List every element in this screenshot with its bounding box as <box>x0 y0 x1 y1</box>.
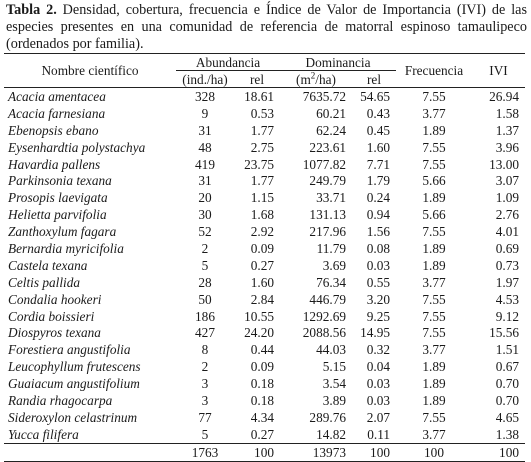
cell-ivi: 1.58 <box>495 105 519 121</box>
cell-nombre: Parkinsonia texana <box>8 173 112 189</box>
cell-ind-ha: 186 <box>195 308 215 324</box>
cell-rel-dominancia: 0.04 <box>366 359 390 375</box>
cell-frecuencia: 5.66 <box>422 173 446 189</box>
table-row <box>4 392 525 409</box>
cell-m2-ha: 14.82 <box>316 426 346 442</box>
header-ivi: IVI <box>472 54 525 88</box>
cell-m2-ha: 60.21 <box>316 105 346 121</box>
cell-ivi: 1.09 <box>495 190 519 206</box>
header-rel-abundancia: rel <box>249 71 265 87</box>
cell-m2-ha: 1077.82 <box>302 156 346 172</box>
table-row <box>4 274 525 291</box>
cell-rel-dominancia: 2.07 <box>366 409 390 425</box>
cell-ivi: 4.65 <box>495 409 519 425</box>
species-table <box>4 53 525 462</box>
cell-nombre: Eysenhardtia polystachya <box>8 139 146 155</box>
cell-m2-ha: 5.15 <box>322 359 346 375</box>
cell-ind-ha: 31 <box>198 122 212 138</box>
cell-frecuencia: 1.89 <box>422 190 446 206</box>
cell-m2-ha: 131.13 <box>309 207 346 223</box>
cell-nombre: Cordia boissieri <box>8 308 95 324</box>
cell-rel-dominancia: 3.20 <box>366 291 390 307</box>
cell-m2-ha: 289.76 <box>309 409 346 425</box>
cell-rel-abundancia: 10.55 <box>244 308 274 324</box>
cell-m2-ha: 33.71 <box>316 190 346 206</box>
cell-m2-ha: 446.79 <box>309 291 346 307</box>
cell-m2-ha: 3.69 <box>322 257 346 273</box>
cell-nombre: Castela texana <box>8 257 88 273</box>
table-row <box>4 375 525 392</box>
cell-nombre: Acacia amentacea <box>8 88 106 104</box>
table-caption <box>6 2 527 53</box>
cell-rel-abundancia: 23.75 <box>244 156 274 172</box>
cell-frecuencia: 7.55 <box>422 156 446 172</box>
cell-frecuencia: 7.55 <box>422 88 446 104</box>
table-row <box>4 324 525 341</box>
cell-rel-dominancia: 0.43 <box>366 105 390 121</box>
cell-rel-abundancia: 4.34 <box>250 409 274 425</box>
cell-rel-abundancia: 0.53 <box>250 105 274 121</box>
cell-ivi: 13.00 <box>489 156 519 172</box>
cell-ivi: 15.56 <box>489 325 519 341</box>
cell-ind-ha: 427 <box>195 325 215 341</box>
table-row <box>4 240 525 257</box>
cell-nombre: Bernardia myricifolia <box>8 240 124 256</box>
cell-m2-ha: 249.79 <box>309 173 346 189</box>
header-rel-dominancia: rel <box>366 71 382 87</box>
cell-rel-dominancia: 1.79 <box>366 173 390 189</box>
table-row <box>4 156 525 173</box>
cell-ivi: 3.96 <box>495 139 519 155</box>
cell-rel-dominancia: 9.25 <box>366 308 390 324</box>
cell-rel-abundancia: 0.09 <box>250 240 274 256</box>
cell-ivi: 0.73 <box>495 257 519 273</box>
table-label: Tabla 2. <box>6 2 57 18</box>
cell-frecuencia: 7.55 <box>422 224 446 240</box>
cell-rel-abundancia: 1.60 <box>250 274 274 290</box>
cell-ind-ha: 50 <box>198 291 212 307</box>
cell-rel-dominancia: 0.32 <box>366 342 390 358</box>
cell-frecuencia: 7.55 <box>422 308 446 324</box>
cell-rel-abundancia: 0.44 <box>250 342 274 358</box>
cell-rel-dominancia: 0.45 <box>366 122 390 138</box>
cell-ind-ha: 8 <box>201 342 209 358</box>
cell-rel-dominancia: 0.03 <box>366 392 390 408</box>
cell-ind-ha: 52 <box>198 224 212 240</box>
cell-ind-ha: 2 <box>201 359 209 375</box>
cell-ind-ha: 3 <box>201 376 209 392</box>
cell-ind-ha: 31 <box>198 173 212 189</box>
cell-frecuencia: 7.55 <box>422 409 446 425</box>
table-row <box>4 223 525 240</box>
cell-rel-abundancia: 0.27 <box>250 257 274 273</box>
table-row <box>4 206 525 223</box>
table-row <box>4 358 525 375</box>
cell-rel-dominancia: 1.56 <box>366 224 390 240</box>
table-row <box>4 308 525 325</box>
cell-ind-ha: 5 <box>201 426 209 442</box>
header-ind-ha: (ind./ha) <box>182 71 228 87</box>
cell-nombre: Ebenopsis ebano <box>8 122 99 138</box>
cell-rel-dominancia: 0.08 <box>366 240 390 256</box>
cell-frecuencia: 3.77 <box>422 274 446 290</box>
cell-rel-dominancia: 0.94 <box>366 207 390 223</box>
cell-rel-abundancia: 2.84 <box>250 291 274 307</box>
cell-nombre: Yucca filifera <box>8 426 79 442</box>
cell-nombre: Acacia farnesiana <box>8 105 106 121</box>
cell-rel-abundancia: 0.09 <box>250 359 274 375</box>
caption-text: Densidad, cobertura, frecuencia e Índice de Valor de Importancia (IVI) de las especies presentes en una comunidad de referencia de matorral espinoso tamaulipeco (ordenados por familia). <box>6 2 527 52</box>
cell-frecuencia: 3.77 <box>422 426 446 442</box>
cell-rel-abundancia: 2.92 <box>250 224 274 240</box>
cell-m2-ha: 11.79 <box>316 240 346 256</box>
cell-frecuencia: 7.55 <box>422 325 446 341</box>
cell-frecuencia: 1.89 <box>422 359 446 375</box>
cell-frecuencia: 1.89 <box>422 257 446 273</box>
cell-ivi: 3.07 <box>495 173 519 189</box>
cell-rel-dominancia: 0.11 <box>367 426 390 442</box>
cell-rel-dominancia: 0.55 <box>366 274 390 290</box>
cell-ivi: 1.51 <box>495 342 519 358</box>
cell-frecuencia: 5.66 <box>422 207 446 223</box>
cell-frecuencia: 7.55 <box>422 139 446 155</box>
cell-nombre: Diospyros texana <box>8 325 101 341</box>
cell-nombre: Forestiera angustifolia <box>8 342 131 358</box>
cell-nombre: Guaiacum angustifolium <box>8 376 140 392</box>
total-ind: 1763 <box>176 443 234 461</box>
cell-ind-ha: 2 <box>201 240 209 256</box>
cell-ivi: 1.37 <box>495 122 519 138</box>
cell-nombre: Randia rhagocarpa <box>8 392 113 408</box>
total-rel-abundancia: 100 <box>234 443 280 461</box>
cell-rel-dominancia: 1.60 <box>366 139 390 155</box>
table-row <box>4 139 525 156</box>
cell-rel-abundancia: 1.77 <box>250 173 274 189</box>
cell-ind-ha: 30 <box>198 207 212 223</box>
table-row <box>4 426 525 443</box>
cell-ind-ha: 48 <box>198 139 212 155</box>
cell-ind-ha: 9 <box>201 105 209 121</box>
header-dominancia: Dominancia <box>280 54 396 71</box>
header-m2-ha: $(m^2/ha)$ <box>296 70 336 87</box>
table-row <box>4 189 525 206</box>
cell-ivi: 0.70 <box>495 392 519 408</box>
table-row <box>4 105 525 122</box>
cell-rel-abundancia: 2.75 <box>250 139 274 155</box>
cell-ind-ha: 28 <box>198 274 212 290</box>
header-nombre-cientifico: Nombre científico <box>4 54 176 88</box>
cell-m2-ha: 1292.69 <box>302 308 346 324</box>
cell-nombre: Leucophyllum frutescens <box>8 359 141 375</box>
cell-rel-abundancia: 18.61 <box>244 88 274 104</box>
cell-m2-ha: 7635.72 <box>302 88 346 104</box>
cell-frecuencia: 3.77 <box>422 342 446 358</box>
cell-m2-ha: 44.03 <box>316 342 346 358</box>
table-row <box>4 257 525 274</box>
cell-ind-ha: 419 <box>195 156 215 172</box>
cell-rel-dominancia: 7.71 <box>366 156 390 172</box>
cell-m2-ha: 217.96 <box>309 224 346 240</box>
cell-ind-ha: 328 <box>195 88 215 104</box>
cell-rel-abundancia: 1.15 <box>250 190 274 206</box>
total-ivi: 100 <box>472 443 525 461</box>
cell-ivi: 4.53 <box>495 291 519 307</box>
table-row <box>4 122 525 139</box>
table-row <box>4 172 525 189</box>
cell-nombre: Zanthoxylum fagara <box>8 224 117 240</box>
cell-nombre: Sideroxylon celastrinum <box>8 409 138 425</box>
cell-nombre: Celtis pallida <box>8 274 81 290</box>
cell-m2-ha: 3.54 <box>322 376 346 392</box>
cell-m2-ha: 3.89 <box>322 392 346 408</box>
cell-nombre: Havardia pallens <box>8 156 101 172</box>
cell-m2-ha: 223.61 <box>309 139 346 155</box>
cell-m2-ha: 76.34 <box>316 274 346 290</box>
cell-nombre: Prosopis laevigata <box>8 190 108 206</box>
cell-rel-dominancia: 0.03 <box>366 257 390 273</box>
cell-rel-abundancia: 1.68 <box>250 207 274 223</box>
totals-row <box>4 443 525 461</box>
cell-ivi: 4.01 <box>495 224 519 240</box>
cell-ivi: 26.94 <box>489 88 519 104</box>
cell-m2-ha: 2088.56 <box>302 325 346 341</box>
cell-nombre: Condalia hookeri <box>8 291 102 307</box>
cell-rel-abundancia: 24.20 <box>244 325 274 341</box>
cell-ivi: 0.70 <box>495 376 519 392</box>
cell-ind-ha: 3 <box>201 392 209 408</box>
cell-ind-ha: 77 <box>198 409 212 425</box>
cell-ivi: 2.76 <box>495 207 519 223</box>
cell-ivi: 9.12 <box>495 308 519 324</box>
cell-ivi: 0.69 <box>495 240 519 256</box>
cell-rel-dominancia: 14.95 <box>360 325 390 341</box>
cell-nombre: Helietta parvifolia <box>8 207 107 223</box>
total-m2: 13973 <box>280 443 352 461</box>
cell-frecuencia: 3.77 <box>422 105 446 121</box>
cell-rel-abundancia: 0.18 <box>250 376 274 392</box>
cell-frecuencia: 1.89 <box>422 240 446 256</box>
cell-frecuencia: 7.55 <box>422 291 446 307</box>
cell-frecuencia: 1.89 <box>422 376 446 392</box>
total-frecuencia: 100 <box>396 443 472 461</box>
cell-ivi: 0.67 <box>495 359 519 375</box>
cell-rel-abundancia: 0.27 <box>250 426 274 442</box>
cell-rel-dominancia: 54.65 <box>360 88 390 104</box>
cell-rel-abundancia: 1.77 <box>250 122 274 138</box>
cell-rel-abundancia: 0.18 <box>250 392 274 408</box>
cell-rel-dominancia: 0.24 <box>366 190 390 206</box>
header-abundancia: Abundancia <box>176 54 280 71</box>
table-row <box>4 341 525 358</box>
table-row <box>4 291 525 308</box>
cell-ivi: 1.97 <box>495 274 519 290</box>
cell-m2-ha: 62.24 <box>316 122 346 138</box>
cell-ind-ha: 5 <box>201 257 209 273</box>
cell-frecuencia: 1.89 <box>422 392 446 408</box>
cell-ind-ha: 20 <box>198 190 212 206</box>
table-row <box>4 409 525 426</box>
total-rel-dominancia: 100 <box>352 443 396 461</box>
cell-rel-dominancia: 0.03 <box>366 376 390 392</box>
cell-ivi: 1.38 <box>495 426 519 442</box>
table-row <box>4 88 525 105</box>
cell-frecuencia: 1.89 <box>422 122 446 138</box>
header-frecuencia: Frecuencia <box>396 54 472 88</box>
